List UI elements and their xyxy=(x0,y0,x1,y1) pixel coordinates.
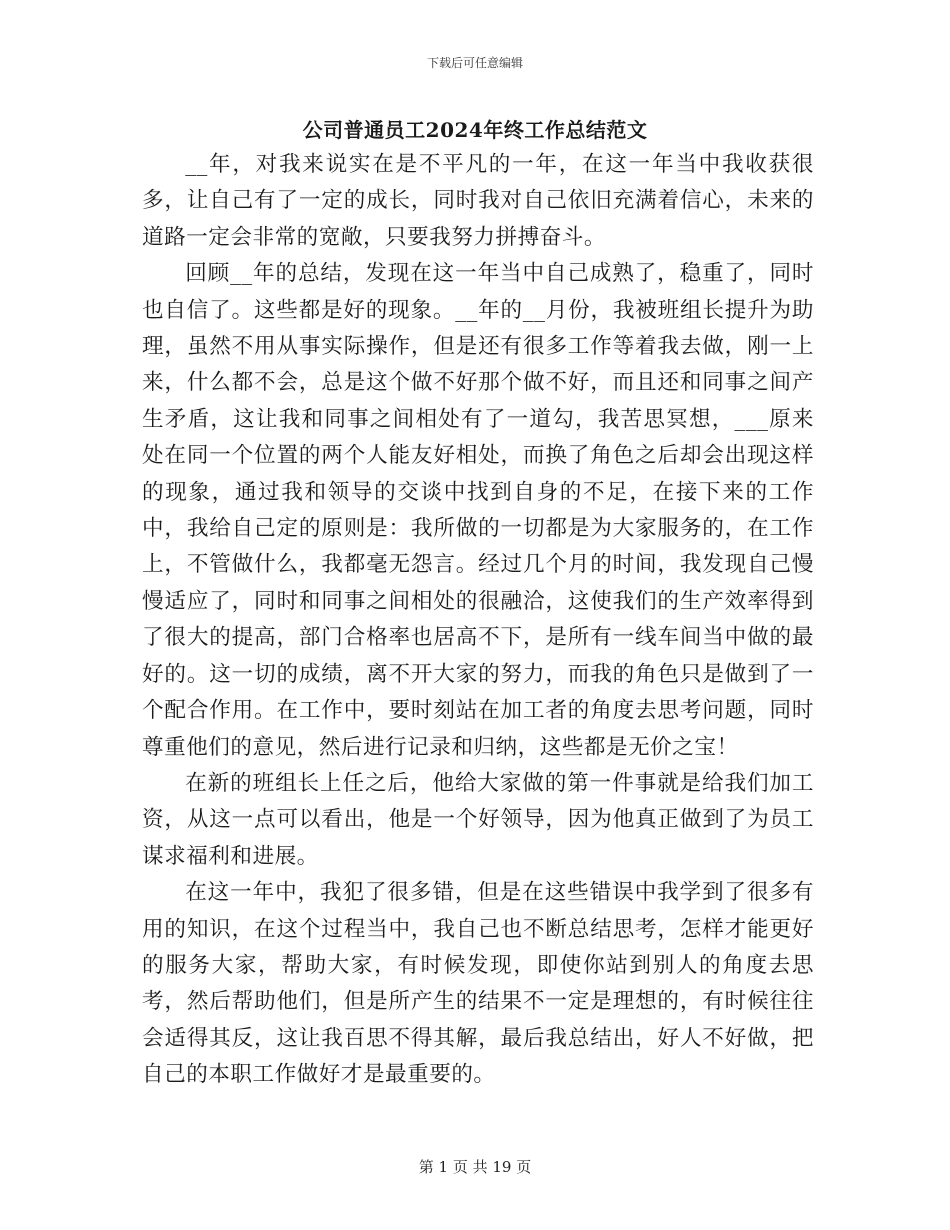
page-number-footer: 第 1 页 共 19 页 xyxy=(418,1158,532,1176)
document-title: 公司普通员工2024年终工作总结范文 xyxy=(302,118,648,142)
document-body xyxy=(142,147,814,1094)
paragraph-4: 在这一年中，我犯了很多错，但是在这些错误中我学到了很多有用的知识，在这个过程当中，我自己也不断总结思考，怎样才能更好的服务大家，帮助大家，有时候发现，即使你站到别人的角度去思考，然后帮助他们，但是所产生的结果不一定是理想的，有时候往往会适得其反，这让我百思不得其解，最后我总结出，好人不好做，把自己的本职工作做好才是最重要的。 xyxy=(142,880,814,1088)
header-note: 下载后可任意编辑 xyxy=(426,56,523,70)
paragraph-2: 回顾__年的总结，发现在这一年当中自己成熟了，稳重了，同时也自信了。这些都是好的现象。__年的__月份，我被班组长提升为助理，虽然不用从事实际操作，但是还有很多工作等着我去做，刚一上来，什么都不会，总是这个做不好那个做不好，而且还和同事之间产生矛盾，这让我和同事之间相处有了一道勾，我苦思冥想，___原来处在同一个位置的两个人能友好相处，而换了角色之后却会出现这样的现象，通过我和领导的交谈中找到自身的不足，在接下来的工作中，我给自己定的原则是：我所做的一切都是为大家服务的，在工作上，不管做什么，我都毫无怨言。经过几个月的时间，我发现自己慢慢适应了，同时和同事之间相处的很融洽，这使我们的生产效率得到了很大的提高，部门合格率也居高不下，是所有一线车间当中做的最好的。这一切的成绩，离不开大家的努力，而我的角色只是做到了一个配合作用。在工作中，要时刻站在加工者的角度去思考问题，同时尊重他们的意见，然后进行记录和归纳，这些都是无价之宝！ xyxy=(142,261,814,760)
paragraph-3: 在新的班组长上任之后，他给大家做的第一件事就是给我们加工资，从这一点可以看出，他是一个好领导，因为他真正做到了为员工谋求福利和进展。 xyxy=(142,770,814,869)
paragraph-1: __年，对我来说实在是不平凡的一年，在这一年当中我收获很多，让自己有了一定的成长，同时我对自己依旧充满着信心，未来的道路一定会非常的宽敞，只要我努力拼搏奋斗。 xyxy=(142,152,814,250)
